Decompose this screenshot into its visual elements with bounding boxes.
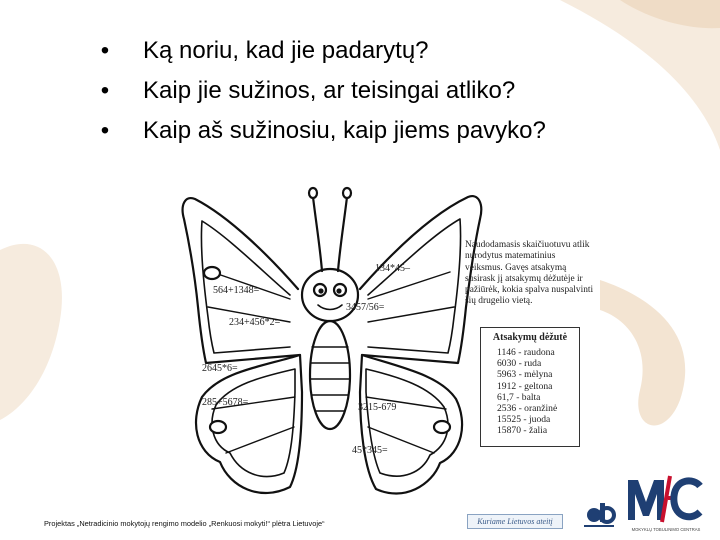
- equation-label: 285+5678=: [202, 397, 249, 408]
- brand-slogan-logo: Kuriame Lietuvos ateitį: [467, 514, 563, 529]
- answer-row: 15870 - žalia: [497, 425, 548, 437]
- equation-label: 564+1348=: [213, 285, 260, 296]
- bullet-marker: •: [100, 117, 110, 144]
- worksheet-instructions: Naudodamasis skaičiuotuvu atlik nurodytus matematinius veiksmus. Gavęs atsakymą susirask jį atsakymų dėžutėje ir pažiūrėk, kokia spalva nuspalvinti šių drugelio vietą.: [465, 240, 594, 307]
- butterfly-worksheet: [150, 177, 600, 530]
- equation-label: 2645*6=: [202, 363, 238, 374]
- equation-label: 45*345=: [352, 445, 388, 456]
- answer-row: 1146 - raudona: [497, 347, 555, 358]
- equation-label: 234+456*2=: [229, 317, 281, 328]
- bullet-marker: •: [100, 37, 110, 64]
- answer-row: 1912 - geltona: [497, 380, 553, 392]
- project-footer-text: Projektas „Netradicinio mokytojų rengimo modelio „Renkuosi mokyti!“ plėtra Lietuvoje“: [44, 519, 325, 528]
- equation-label: 3457/56=: [346, 302, 385, 313]
- answer-row: 61,7 - balta: [497, 391, 541, 403]
- answer-row: 2536 - oranžinė: [497, 403, 558, 415]
- equation-label: 134*45–: [375, 263, 410, 274]
- question-text: Kaip jie sužinos, ar teisingai atliko?: [143, 77, 516, 104]
- question-item: [95, 76, 546, 116]
- answer-box-title: Atsakymų dėžutė: [492, 332, 568, 343]
- bullet-marker: •: [100, 77, 110, 104]
- question-item: [95, 36, 546, 76]
- answer-row: 15525 - juoda: [497, 414, 551, 426]
- partner-logo-icon: [580, 495, 618, 531]
- question-text: Ką noriu, kad jie padarytų?: [143, 37, 429, 64]
- question-text: Kaip aš sužinosiu, kaip jiems pavyko?: [143, 117, 546, 144]
- question-list: [95, 36, 546, 156]
- question-item: [95, 116, 546, 156]
- answer-row: 5963 - mėlyna: [497, 369, 553, 381]
- equation-label: 3215-679: [358, 402, 397, 413]
- answer-box: [480, 327, 580, 447]
- mtc-logo-caption: MOKYKLŲ TOBULINIMO CENTRAS: [631, 527, 701, 532]
- answer-row: 6030 - ruda: [497, 358, 542, 370]
- mtc-logo-icon: [624, 472, 704, 526]
